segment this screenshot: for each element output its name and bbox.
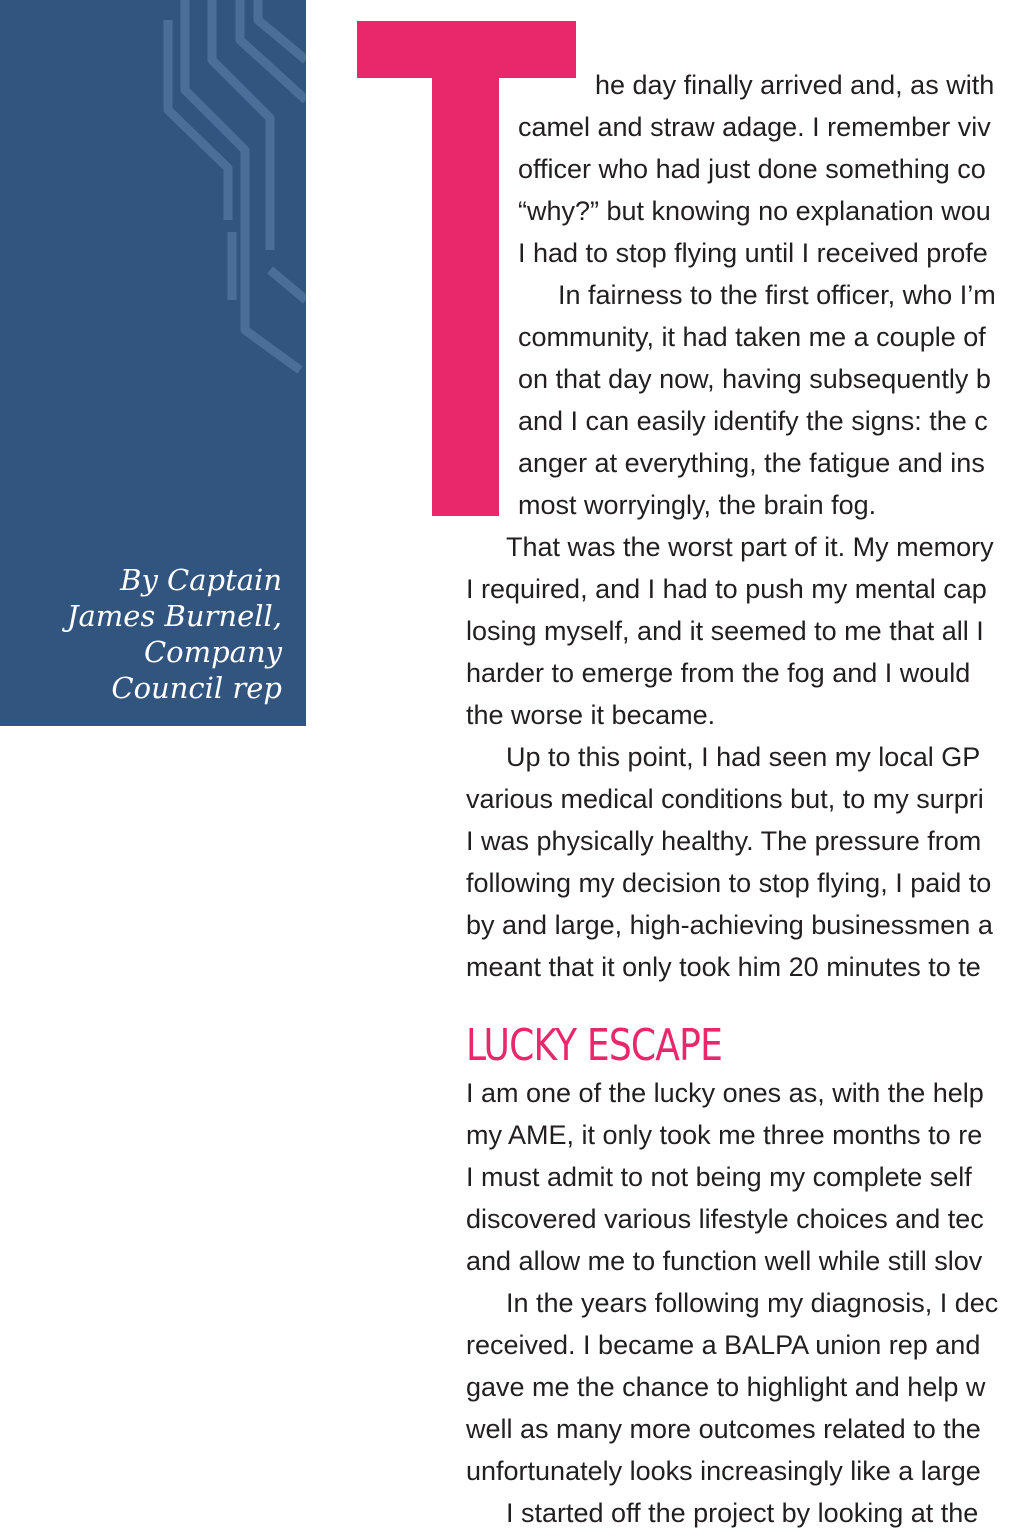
sidebar-panel [0,0,306,726]
text-line: community, it had taken me a couple of [518,322,986,352]
intro-paragraphs [518,106,996,526]
text-line: I am one of the lucky ones as, with the help [466,1078,984,1108]
text-line: I had to stop flying until I received profe [518,238,988,268]
text-line: received. I became a BALPA union rep and [466,1330,981,1360]
text-line: camel and straw adage. I remember viv [518,112,991,142]
text-line: various medical conditions but, to my surpri [466,784,984,814]
text-line: anger at everything, the fatigue and ins [518,448,985,478]
text-line: In the years following my diagnosis, I dec [506,1288,999,1318]
text-line: I must admit to not being my complete self [466,1162,972,1192]
text-line: In fairness to the first officer, who I’m [558,280,996,310]
text-line: meant that it only took him 20 minutes to te [466,952,981,982]
text-line: unfortunately looks increasingly like a large [466,1456,981,1486]
section-heading: LUCKY ESCAPE [466,1020,723,1071]
text-line: officer who had just done something co [518,154,986,184]
text-line: Up to this point, I had seen my local GP [506,742,981,772]
text-line: he day finally arrived and, as with [595,70,995,100]
byline-line: James Burnell, [66,599,282,633]
byline-line: Company [143,635,282,669]
text-line: harder to emerge from the fog and I would [466,658,971,688]
text-line: losing myself, and it seemed to me that all I [466,616,984,646]
text-line: That was the worst part of it. My memory [506,532,994,562]
text-line: “why?” but knowing no explanation wou [518,196,991,226]
text-line: I started off the project by looking at the [506,1498,979,1528]
text-line: I required, and I had to push my mental cap [466,574,987,604]
text-line: and I can easily identify the signs: the c [518,406,988,436]
section-paragraphs [466,1072,998,1534]
byline-line: By Captain [120,563,282,597]
text-line: gave me the chance to highlight and help w [466,1372,986,1402]
text-line: well as many more outcomes related to the [466,1414,981,1444]
text-line: by and large, high-achieving businessmen a [466,910,993,940]
byline-line: Council rep [111,671,282,705]
text-line: on that day now, having subsequently b [518,364,991,394]
author-byline [12,562,282,706]
text-line: the worse it became. [466,700,716,730]
text-line: following my decision to stop flying, I paid to [466,868,992,898]
text-line: I was physically healthy. The pressure from [466,826,982,856]
text-line: most worryingly, the brain fog. [518,490,877,520]
intro-first-line [595,64,994,106]
text-line: my AME, it only took me three months to re [466,1120,983,1150]
text-line: and allow me to function well while still slov [466,1246,983,1276]
body-paragraphs [466,526,994,988]
text-line: discovered various lifestyle choices and tec [466,1204,984,1234]
